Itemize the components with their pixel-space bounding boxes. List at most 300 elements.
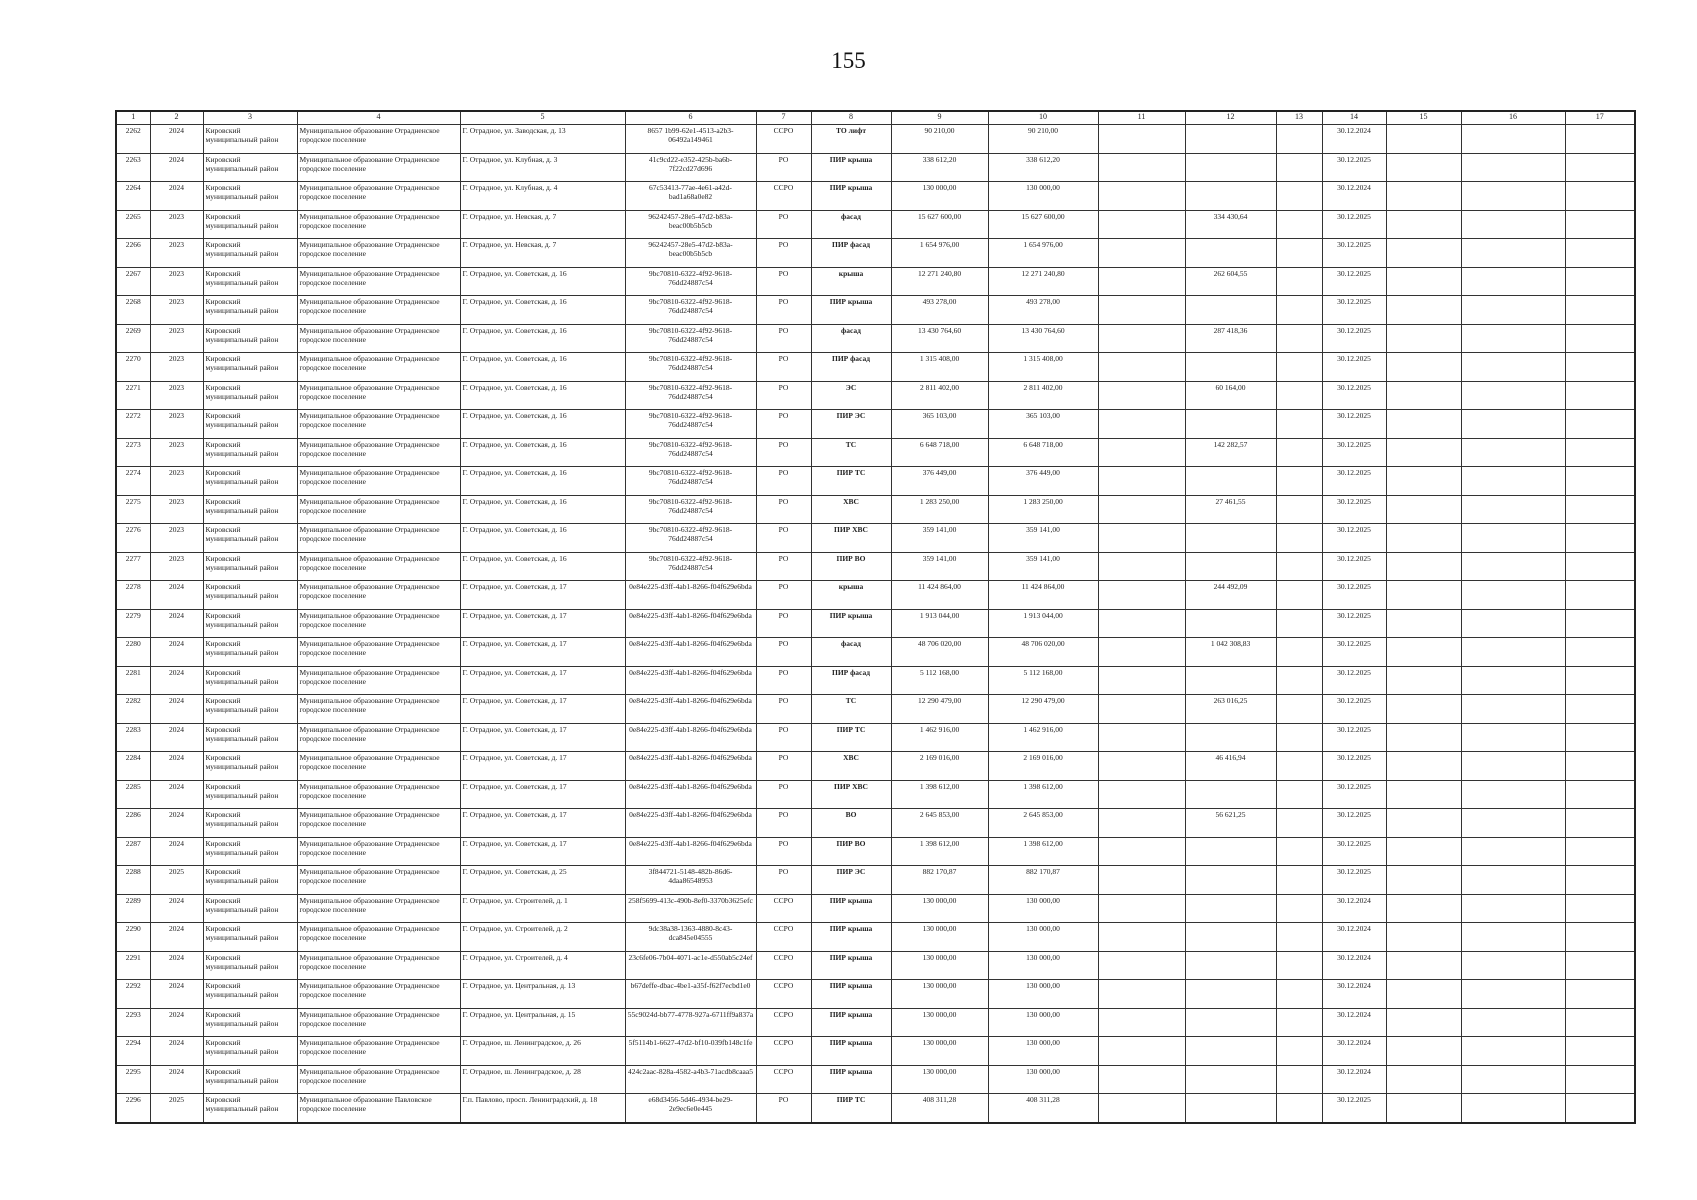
- cell-work-type: ПИР крыша: [811, 1008, 891, 1037]
- cell-cost-fund: 1 913 044,00: [988, 609, 1098, 638]
- cell-cost-fund: 1 654 976,00: [988, 239, 1098, 268]
- cell-work-type: ПИР фасад: [811, 666, 891, 695]
- column-header-1: 1: [116, 111, 150, 125]
- cell-col-12: [1185, 923, 1276, 952]
- cell-col-13: [1276, 695, 1322, 724]
- cell-col-12: [1185, 524, 1276, 553]
- cell-deadline: 30.12.2025: [1322, 438, 1386, 467]
- cell-work-type: ПИР ТС: [811, 723, 891, 752]
- cell-cost-total: 15 627 600,00: [891, 210, 988, 239]
- cell-address: Г. Отрадное, ул. Советская, д. 17: [460, 609, 625, 638]
- cell-house-guid: 0e84e225-d3ff-4ab1-8266-f04f629e6bda: [625, 723, 756, 752]
- cell-col-15: [1386, 581, 1461, 610]
- cell-work-type: ПИР ВО: [811, 837, 891, 866]
- cell-cost-fund: 338 612,20: [988, 153, 1098, 182]
- cell-district: Кировский муниципальный район: [203, 467, 297, 496]
- cell-address: Г. Отрадное, ул. Советская, д. 16: [460, 552, 625, 581]
- cell-year: 2023: [150, 467, 203, 496]
- cell-work-type: ПИР ХВС: [811, 780, 891, 809]
- cell-col-15: [1386, 866, 1461, 895]
- cell-col-16: [1461, 438, 1565, 467]
- cell-house-guid: 0e84e225-d3ff-4ab1-8266-f04f629e6bda: [625, 837, 756, 866]
- cell-cost-total: 90 210,00: [891, 125, 988, 154]
- cell-row-number: 2283: [116, 723, 150, 752]
- cell-col-11: [1098, 1094, 1185, 1123]
- cell-cost-fund: 359 141,00: [988, 524, 1098, 553]
- cell-work-type: ПИР крыша: [811, 923, 891, 952]
- cell-col-15: [1386, 980, 1461, 1009]
- column-header-10: 10: [988, 111, 1098, 125]
- cell-program: РО: [756, 666, 811, 695]
- cell-col-16: [1461, 1094, 1565, 1123]
- cell-col-11: [1098, 752, 1185, 781]
- cell-col-15: [1386, 780, 1461, 809]
- cell-row-number: 2266: [116, 239, 150, 268]
- cell-cost-total: 1 315 408,00: [891, 353, 988, 382]
- cell-year: 2024: [150, 837, 203, 866]
- cell-address: Г. Отрадное, ул. Советская, д. 17: [460, 638, 625, 667]
- cell-col-13: [1276, 1065, 1322, 1094]
- cell-col-17: [1565, 495, 1635, 524]
- cell-year: 2023: [150, 296, 203, 325]
- cell-municipality: Муниципальное образование Отрадненское городское поселение: [297, 410, 460, 439]
- cell-cost-fund: 493 278,00: [988, 296, 1098, 325]
- cell-deadline: 30.12.2025: [1322, 780, 1386, 809]
- cell-col-11: [1098, 1008, 1185, 1037]
- cell-col-11: [1098, 125, 1185, 154]
- cell-program: РО: [756, 752, 811, 781]
- column-header-16: 16: [1461, 111, 1565, 125]
- cell-col-11: [1098, 951, 1185, 980]
- cell-col-16: [1461, 210, 1565, 239]
- cell-col-16: [1461, 353, 1565, 382]
- cell-year: 2024: [150, 923, 203, 952]
- table-row: [116, 438, 1635, 467]
- registry-table: [115, 110, 1636, 1124]
- cell-col-15: [1386, 182, 1461, 211]
- cell-row-number: 2279: [116, 609, 150, 638]
- cell-col-17: [1565, 381, 1635, 410]
- cell-col-12: [1185, 951, 1276, 980]
- cell-district: Кировский муниципальный район: [203, 353, 297, 382]
- cell-col-11: [1098, 438, 1185, 467]
- cell-cost-total: 130 000,00: [891, 1037, 988, 1066]
- cell-district: Кировский муниципальный район: [203, 866, 297, 895]
- table-row: [116, 296, 1635, 325]
- cell-col-12: 60 164,00: [1185, 381, 1276, 410]
- cell-col-15: [1386, 410, 1461, 439]
- cell-deadline: 30.12.2025: [1322, 495, 1386, 524]
- cell-cost-total: 130 000,00: [891, 980, 988, 1009]
- cell-col-17: [1565, 666, 1635, 695]
- cell-cost-fund: 408 311,28: [988, 1094, 1098, 1123]
- cell-deadline: 30.12.2024: [1322, 951, 1386, 980]
- cell-col-15: [1386, 666, 1461, 695]
- cell-house-guid: 258f5699-413c-490b-8ef0-3370b3625efc: [625, 894, 756, 923]
- cell-year: 2023: [150, 210, 203, 239]
- cell-cost-total: 130 000,00: [891, 923, 988, 952]
- cell-row-number: 2280: [116, 638, 150, 667]
- cell-address: Г. Отрадное, ул. Советская, д. 17: [460, 752, 625, 781]
- cell-year: 2024: [150, 666, 203, 695]
- cell-address: Г. Отрадное, ул. Советская, д. 16: [460, 438, 625, 467]
- cell-house-guid: 55c9024d-bb77-4778-927a-6711ff9a837a: [625, 1008, 756, 1037]
- cell-district: Кировский муниципальный район: [203, 923, 297, 952]
- cell-col-11: [1098, 609, 1185, 638]
- cell-municipality: Муниципальное образование Отрадненское городское поселение: [297, 467, 460, 496]
- cell-year: 2023: [150, 552, 203, 581]
- cell-work-type: ПИР фасад: [811, 353, 891, 382]
- cell-address: Г. Отрадное, ул. Советская, д. 17: [460, 837, 625, 866]
- column-header-4: 4: [297, 111, 460, 125]
- cell-col-16: [1461, 153, 1565, 182]
- cell-address: Г. Отрадное, ул. Центральная, д. 15: [460, 1008, 625, 1037]
- cell-deadline: 30.12.2025: [1322, 381, 1386, 410]
- cell-district: Кировский муниципальный район: [203, 410, 297, 439]
- table-body: [116, 125, 1635, 1123]
- cell-col-12: [1185, 353, 1276, 382]
- cell-col-13: [1276, 438, 1322, 467]
- cell-cost-total: 365 103,00: [891, 410, 988, 439]
- cell-address: Г. Отрадное, ул. Советская, д. 17: [460, 581, 625, 610]
- cell-col-13: [1276, 951, 1322, 980]
- cell-deadline: 30.12.2025: [1322, 552, 1386, 581]
- cell-col-17: [1565, 866, 1635, 895]
- table-row: [116, 552, 1635, 581]
- table-row: [116, 524, 1635, 553]
- cell-col-11: [1098, 894, 1185, 923]
- cell-municipality: Муниципальное образование Отрадненское городское поселение: [297, 324, 460, 353]
- cell-work-type: ХВС: [811, 495, 891, 524]
- cell-row-number: 2287: [116, 837, 150, 866]
- cell-municipality: Муниципальное образование Отрадненское городское поселение: [297, 1008, 460, 1037]
- table-row: [116, 951, 1635, 980]
- cell-col-13: [1276, 552, 1322, 581]
- cell-municipality: Муниципальное образование Отрадненское городское поселение: [297, 894, 460, 923]
- cell-col-12: 334 430,64: [1185, 210, 1276, 239]
- cell-col-16: [1461, 723, 1565, 752]
- cell-row-number: 2286: [116, 809, 150, 838]
- cell-address: Г. Отрадное, ул. Советская, д. 16: [460, 353, 625, 382]
- cell-row-number: 2290: [116, 923, 150, 952]
- cell-col-16: [1461, 239, 1565, 268]
- header-row: [116, 111, 1635, 125]
- cell-deadline: 30.12.2025: [1322, 524, 1386, 553]
- cell-cost-fund: 1 283 250,00: [988, 495, 1098, 524]
- cell-work-type: ПИР крыша: [811, 1037, 891, 1066]
- cell-col-12: 244 492,09: [1185, 581, 1276, 610]
- cell-col-13: [1276, 581, 1322, 610]
- cell-municipality: Муниципальное образование Отрадненское городское поселение: [297, 524, 460, 553]
- cell-address: Г. Отрадное, ул. Невская, д. 7: [460, 210, 625, 239]
- cell-municipality: Муниципальное образование Отрадненское городское поселение: [297, 438, 460, 467]
- cell-col-12: 287 418,36: [1185, 324, 1276, 353]
- cell-col-11: [1098, 923, 1185, 952]
- cell-row-number: 2293: [116, 1008, 150, 1037]
- cell-col-15: [1386, 381, 1461, 410]
- cell-col-11: [1098, 723, 1185, 752]
- cell-col-16: [1461, 780, 1565, 809]
- cell-house-guid: e68d3456-5d46-4934-be29-2e9ec6e0e445: [625, 1094, 756, 1123]
- cell-deadline: 30.12.2024: [1322, 980, 1386, 1009]
- cell-row-number: 2273: [116, 438, 150, 467]
- cell-house-guid: 0e84e225-d3ff-4ab1-8266-f04f629e6bda: [625, 666, 756, 695]
- table-row: [116, 666, 1635, 695]
- cell-work-type: ХВС: [811, 752, 891, 781]
- cell-col-16: [1461, 1037, 1565, 1066]
- cell-col-13: [1276, 837, 1322, 866]
- cell-municipality: Муниципальное образование Отрадненское городское поселение: [297, 780, 460, 809]
- cell-col-15: [1386, 125, 1461, 154]
- cell-municipality: Муниципальное образование Отрадненское городское поселение: [297, 638, 460, 667]
- cell-address: Г. Отрадное, ул. Советская, д. 16: [460, 467, 625, 496]
- cell-col-12: [1185, 866, 1276, 895]
- table-row: [116, 780, 1635, 809]
- cell-row-number: 2294: [116, 1037, 150, 1066]
- cell-col-12: [1185, 182, 1276, 211]
- cell-cost-total: 359 141,00: [891, 524, 988, 553]
- cell-col-12: [1185, 1065, 1276, 1094]
- cell-cost-total: 376 449,00: [891, 467, 988, 496]
- cell-work-type: ПИР крыша: [811, 894, 891, 923]
- cell-col-12: 263 016,25: [1185, 695, 1276, 724]
- cell-row-number: 2265: [116, 210, 150, 239]
- column-header-7: 7: [756, 111, 811, 125]
- cell-district: Кировский муниципальный район: [203, 1065, 297, 1094]
- cell-col-12: [1185, 837, 1276, 866]
- cell-col-13: [1276, 182, 1322, 211]
- cell-deadline: 30.12.2025: [1322, 153, 1386, 182]
- cell-house-guid: 67c53413-77ae-4e61-a42d-bad1a68a0e82: [625, 182, 756, 211]
- cell-work-type: ПИР крыша: [811, 1065, 891, 1094]
- cell-col-15: [1386, 552, 1461, 581]
- cell-address: Г. Отрадное, ул. Строителей, д. 2: [460, 923, 625, 952]
- cell-district: Кировский муниципальный район: [203, 1094, 297, 1123]
- cell-municipality: Муниципальное образование Отрадненское городское поселение: [297, 182, 460, 211]
- cell-deadline: 30.12.2025: [1322, 581, 1386, 610]
- cell-col-11: [1098, 353, 1185, 382]
- cell-cost-total: 130 000,00: [891, 894, 988, 923]
- cell-cost-fund: 130 000,00: [988, 923, 1098, 952]
- cell-year: 2024: [150, 809, 203, 838]
- table-row: [116, 638, 1635, 667]
- cell-col-17: [1565, 125, 1635, 154]
- cell-district: Кировский муниципальный район: [203, 581, 297, 610]
- cell-col-15: [1386, 894, 1461, 923]
- cell-col-13: [1276, 296, 1322, 325]
- table-row: [116, 153, 1635, 182]
- cell-col-13: [1276, 809, 1322, 838]
- cell-cost-total: 2 811 402,00: [891, 381, 988, 410]
- cell-deadline: 30.12.2025: [1322, 410, 1386, 439]
- cell-cost-fund: 90 210,00: [988, 125, 1098, 154]
- cell-program: РО: [756, 609, 811, 638]
- cell-col-17: [1565, 951, 1635, 980]
- cell-col-17: [1565, 267, 1635, 296]
- cell-cost-total: 130 000,00: [891, 951, 988, 980]
- cell-cost-fund: 130 000,00: [988, 182, 1098, 211]
- cell-cost-fund: 359 141,00: [988, 552, 1098, 581]
- cell-col-16: [1461, 609, 1565, 638]
- cell-program: РО: [756, 495, 811, 524]
- cell-work-type: крыша: [811, 581, 891, 610]
- cell-cost-fund: 130 000,00: [988, 951, 1098, 980]
- cell-address: Г. Отрадное, ул. Советская, д. 17: [460, 780, 625, 809]
- cell-address: Г. Отрадное, ул. Советская, д. 25: [460, 866, 625, 895]
- cell-row-number: 2272: [116, 410, 150, 439]
- cell-program: РО: [756, 296, 811, 325]
- cell-col-15: [1386, 752, 1461, 781]
- cell-col-16: [1461, 866, 1565, 895]
- cell-col-16: [1461, 1008, 1565, 1037]
- column-header-15: 15: [1386, 111, 1461, 125]
- cell-cost-total: 1 462 916,00: [891, 723, 988, 752]
- cell-house-guid: 23c6fe06-7b04-4071-ac1e-d550ab5c24ef: [625, 951, 756, 980]
- cell-program: РО: [756, 780, 811, 809]
- cell-program: РО: [756, 353, 811, 382]
- cell-municipality: Муниципальное образование Отрадненское городское поселение: [297, 609, 460, 638]
- cell-cost-total: 2 645 853,00: [891, 809, 988, 838]
- cell-house-guid: 9bc70810-6322-4f92-9618-76dd24887c54: [625, 552, 756, 581]
- cell-municipality: Муниципальное образование Отрадненское городское поселение: [297, 809, 460, 838]
- table-row: [116, 923, 1635, 952]
- cell-cost-fund: 130 000,00: [988, 980, 1098, 1009]
- cell-col-12: [1185, 239, 1276, 268]
- cell-year: 2025: [150, 1094, 203, 1123]
- cell-address: Г. Отрадное, ул. Советская, д. 16: [460, 324, 625, 353]
- cell-house-guid: 0e84e225-d3ff-4ab1-8266-f04f629e6bda: [625, 809, 756, 838]
- cell-work-type: ТС: [811, 438, 891, 467]
- cell-col-12: [1185, 467, 1276, 496]
- cell-year: 2024: [150, 638, 203, 667]
- cell-work-type: ВО: [811, 809, 891, 838]
- cell-col-12: [1185, 296, 1276, 325]
- cell-col-17: [1565, 752, 1635, 781]
- cell-col-15: [1386, 267, 1461, 296]
- cell-address: Г. Отрадное, ул. Советская, д. 16: [460, 524, 625, 553]
- cell-program: ССРО: [756, 1037, 811, 1066]
- cell-house-guid: 0e84e225-d3ff-4ab1-8266-f04f629e6bda: [625, 752, 756, 781]
- cell-district: Кировский муниципальный район: [203, 125, 297, 154]
- cell-cost-fund: 2 169 016,00: [988, 752, 1098, 781]
- cell-cost-total: 408 311,28: [891, 1094, 988, 1123]
- cell-house-guid: 3f844721-5148-482b-86d6-4daa86548953: [625, 866, 756, 895]
- cell-cost-fund: 882 170,87: [988, 866, 1098, 895]
- cell-col-15: [1386, 296, 1461, 325]
- cell-year: 2024: [150, 752, 203, 781]
- table-row: [116, 809, 1635, 838]
- cell-row-number: 2274: [116, 467, 150, 496]
- cell-house-guid: 9bc70810-6322-4f92-9618-76dd24887c54: [625, 267, 756, 296]
- cell-col-11: [1098, 267, 1185, 296]
- cell-municipality: Муниципальное образование Отрадненское городское поселение: [297, 1065, 460, 1094]
- cell-col-11: [1098, 837, 1185, 866]
- column-header-14: 14: [1322, 111, 1386, 125]
- cell-program: ССРО: [756, 182, 811, 211]
- column-header-12: 12: [1185, 111, 1276, 125]
- cell-municipality: Муниципальное образование Отрадненское городское поселение: [297, 153, 460, 182]
- cell-col-17: [1565, 1037, 1635, 1066]
- cell-col-13: [1276, 609, 1322, 638]
- cell-year: 2024: [150, 182, 203, 211]
- cell-col-11: [1098, 1037, 1185, 1066]
- cell-cost-fund: 130 000,00: [988, 1008, 1098, 1037]
- cell-program: ССРО: [756, 951, 811, 980]
- cell-col-15: [1386, 695, 1461, 724]
- cell-col-17: [1565, 780, 1635, 809]
- column-header-3: 3: [203, 111, 297, 125]
- cell-col-13: [1276, 467, 1322, 496]
- cell-municipality: Муниципальное образование Отрадненское городское поселение: [297, 239, 460, 268]
- cell-col-11: [1098, 153, 1185, 182]
- cell-district: Кировский муниципальный район: [203, 609, 297, 638]
- cell-cost-fund: 12 290 479,00: [988, 695, 1098, 724]
- cell-cost-total: 1 398 612,00: [891, 780, 988, 809]
- cell-row-number: 2276: [116, 524, 150, 553]
- cell-col-15: [1386, 153, 1461, 182]
- cell-work-type: ПИР фасад: [811, 239, 891, 268]
- cell-row-number: 2268: [116, 296, 150, 325]
- cell-municipality: Муниципальное образование Отрадненское городское поселение: [297, 296, 460, 325]
- cell-cost-total: 130 000,00: [891, 1065, 988, 1094]
- cell-program: РО: [756, 809, 811, 838]
- table-row: [116, 752, 1635, 781]
- cell-work-type: ПИР ХВС: [811, 524, 891, 553]
- cell-district: Кировский муниципальный район: [203, 809, 297, 838]
- cell-col-17: [1565, 723, 1635, 752]
- cell-row-number: 2269: [116, 324, 150, 353]
- cell-col-11: [1098, 239, 1185, 268]
- cell-deadline: 30.12.2025: [1322, 324, 1386, 353]
- cell-col-12: 1 042 308,83: [1185, 638, 1276, 667]
- cell-col-13: [1276, 1094, 1322, 1123]
- cell-house-guid: 424c2aac-828a-4582-a4b3-71acdb8caaa5: [625, 1065, 756, 1094]
- cell-cost-fund: 130 000,00: [988, 894, 1098, 923]
- cell-col-17: [1565, 609, 1635, 638]
- cell-col-13: [1276, 980, 1322, 1009]
- cell-col-17: [1565, 210, 1635, 239]
- cell-cost-fund: 2 645 853,00: [988, 809, 1098, 838]
- cell-work-type: ЭС: [811, 381, 891, 410]
- cell-col-15: [1386, 353, 1461, 382]
- cell-col-13: [1276, 524, 1322, 553]
- cell-col-17: [1565, 638, 1635, 667]
- cell-col-12: [1185, 894, 1276, 923]
- table-row: [116, 239, 1635, 268]
- cell-col-15: [1386, 1037, 1461, 1066]
- cell-program: ССРО: [756, 980, 811, 1009]
- cell-municipality: Муниципальное образование Отрадненское городское поселение: [297, 866, 460, 895]
- cell-address: Г. Отрадное, ул. Советская, д. 17: [460, 695, 625, 724]
- cell-municipality: Муниципальное образование Отрадненское городское поселение: [297, 666, 460, 695]
- cell-year: 2024: [150, 153, 203, 182]
- cell-house-guid: 9bc70810-6322-4f92-9618-76dd24887c54: [625, 410, 756, 439]
- cell-district: Кировский муниципальный район: [203, 381, 297, 410]
- cell-col-13: [1276, 410, 1322, 439]
- cell-deadline: 30.12.2025: [1322, 809, 1386, 838]
- cell-col-16: [1461, 638, 1565, 667]
- cell-house-guid: 96242457-28e5-47d2-b83a-beac00b5b5cb: [625, 210, 756, 239]
- cell-program: РО: [756, 239, 811, 268]
- table-row: [116, 353, 1635, 382]
- cell-work-type: ТС: [811, 695, 891, 724]
- cell-program: РО: [756, 524, 811, 553]
- cell-cost-fund: 365 103,00: [988, 410, 1098, 439]
- cell-col-12: [1185, 153, 1276, 182]
- cell-address: Г. Отрадное, ул. Центральная, д. 13: [460, 980, 625, 1009]
- cell-house-guid: 9bc70810-6322-4f92-9618-76dd24887c54: [625, 296, 756, 325]
- cell-address: Г. Отрадное, ул. Советская, д. 17: [460, 666, 625, 695]
